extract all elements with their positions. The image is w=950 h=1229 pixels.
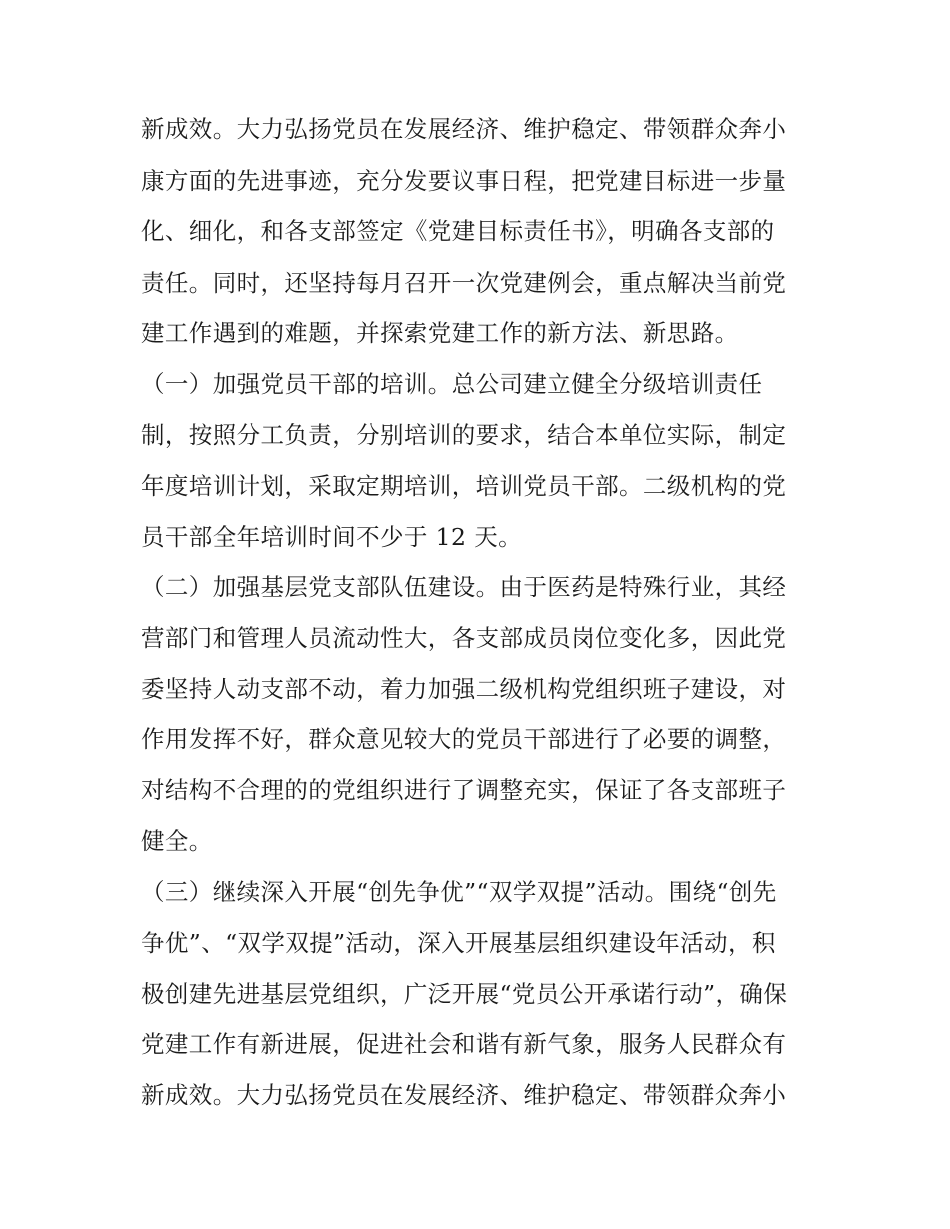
text-line-8: 年度培训计划，采取定期培训，培训党员干部。二级机构的党: [141, 472, 787, 500]
text-line-10: （二）加强基层党支部队伍建设。由于医药是特殊行业，其经: [141, 573, 787, 601]
text-line-17: 争优”、“双学双提”活动，深入开展基层组织建设年活动，积: [141, 929, 776, 957]
text-line-7: 制，按照分工负责，分别培训的要求，结合本单位实际，制定: [141, 421, 787, 449]
text-line-14: 对结构不合理的的党组织进行了调整充实，保证了各支部班子: [141, 776, 787, 804]
text-line-11: 营部门和管理人员流动性大，各支部成员岗位变化多，因此党: [141, 624, 787, 652]
text-line-5: 建工作遇到的难题，并探索党建工作的新方法、新思路。: [141, 319, 739, 347]
text-line-18: 极创建先进基层党组织，广泛开展“党员公开承诺行动”，确保: [141, 980, 788, 1008]
text-line-9: 员干部全年培训时间不少于 12 天。: [141, 523, 523, 551]
text-line-15: 健全。: [141, 827, 213, 855]
text-line-4: 责任。同时，还坚持每月召开一次党建例会，重点解决当前党: [141, 269, 787, 297]
text-line-1: 新成效。大力弘扬党员在发展经济、维护稳定、带领群众奔小: [141, 115, 787, 143]
text-line-13: 作用发挥不好，群众意见较大的党员干部进行了必要的调整，: [141, 725, 787, 753]
text-line-6: （一）加强党员干部的培训。总公司建立健全分级培训责任: [141, 370, 763, 398]
text-line-12: 委坚持人动支部不动，着力加强二级机构党组织班子建设，对: [141, 675, 787, 703]
text-line-3: 化、细化，和各支部签定《党建目标责任书》，明确各支部的: [141, 217, 775, 245]
text-line-16: （三）继续深入开展“创先争优”“双学双提”活动。围绕“创先: [141, 878, 777, 906]
text-line-20: 新成效。大力弘扬党员在发展经济、维护稳定、带领群众奔小: [141, 1081, 787, 1109]
text-line-2: 康方面的先进事迹，充分发要议事日程，把党建目标进一步量: [141, 167, 787, 195]
text-line-19: 党建工作有新进展，促进社会和谐有新气象，服务人民群众有: [141, 1030, 787, 1058]
